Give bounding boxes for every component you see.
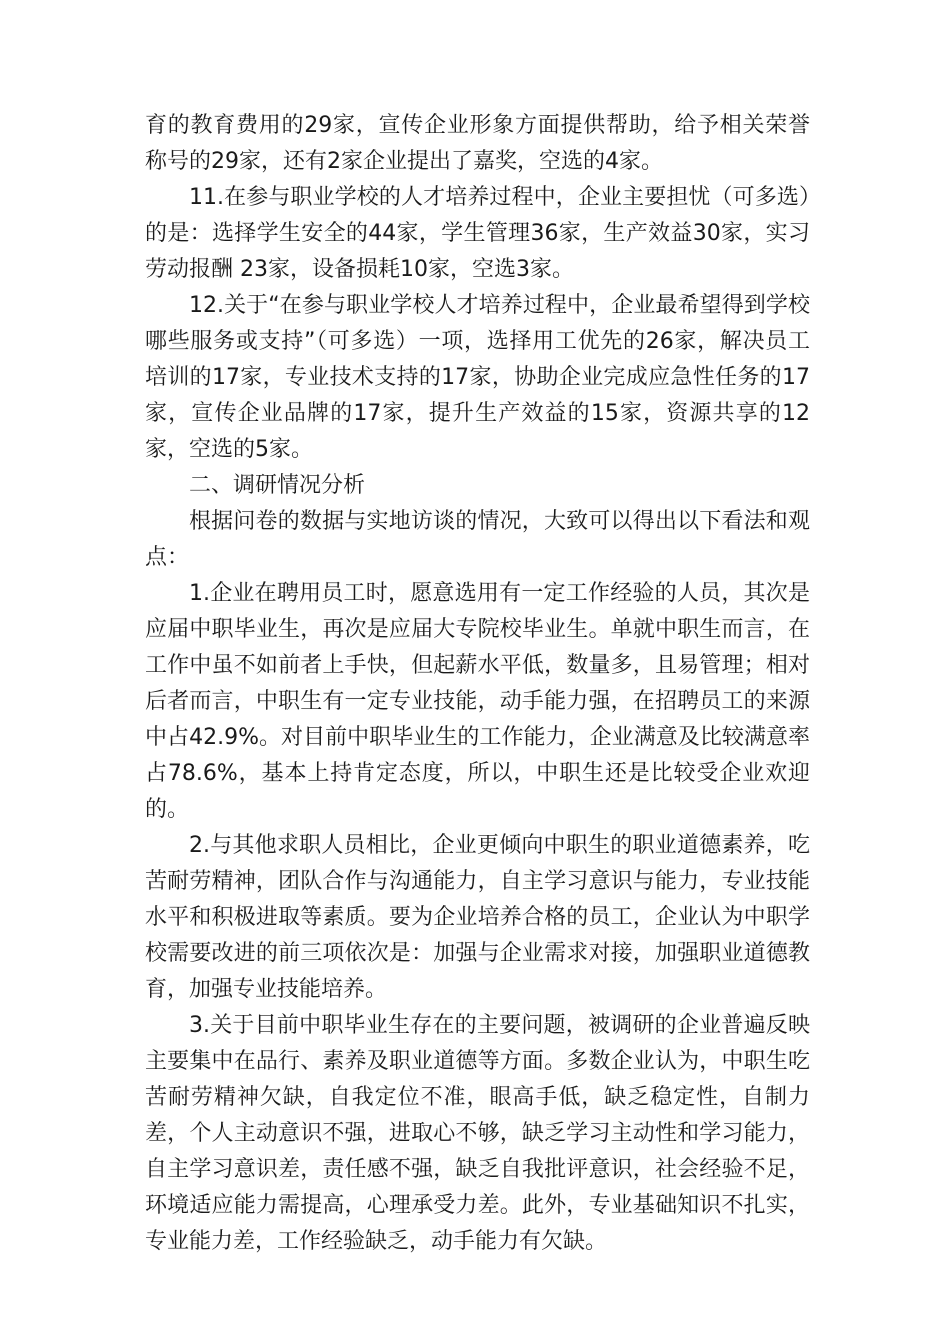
- paragraph-item-12: 12.关于“在参与职业学校人才培养过程中，企业最希望得到学校哪些服务或支持”（可多选）一项，选择用工优先的26家，解决员工培训的17家，专业技术支持的17家，协助企业完成应急性任务的17家，宣传企业品牌的17家，提升生产效益的15家，资源共享的12家，空选的5家。: [145, 293, 810, 462]
- document-page: [145, 108, 810, 1260]
- section-heading: 二、调研情况分析: [189, 473, 366, 498]
- paragraph-point-3: 3.关于目前中职毕业生存在的主要问题，被调研的企业普遍反映主要集中在品行、素养及职业道德等方面。多数企业认为，中职生吃苦耐劳精神欠缺，自我定位不准，眼高手低，缺乏稳定性，自制力差，个人主动意识不强，进取心不够，缺乏学习主动性和学习能力，自主学习意识差，责任感不强，缺乏自我批评意识，社会经验不足，环境适应能力需提高，心理承受力差。此外，专业基础知识不扎实，专业能力差，工作经验缺乏，动手能力有欠缺。: [145, 1013, 810, 1254]
- paragraph-point-2: 2.与其他求职人员相比，企业更倾向中职生的职业道德素养，吃苦耐劳精神，团队合作与沟通能力，自主学习意识与能力，专业技能水平和积极进取等素质。要为企业培养合格的员工，企业认为中职学校需要改进的前三项依次是：加强与企业需求对接，加强职业道德教育，加强专业技能培养。: [145, 833, 810, 1002]
- paragraph-continuation: 育的教育费用的29家，宣传企业形象方面提供帮助，给予相关荣誉称号的29家，还有2家企业提出了嘉奖，空选的4家。: [145, 113, 810, 174]
- paragraph-item-11: 11.在参与职业学校的人才培养过程中，企业主要担忧（可多选）的是：选择学生安全的44家，学生管理36家，生产效益30家，实习劳动报酬 23家，设备损耗10家，空选3家。: [145, 185, 810, 282]
- paragraph-intro: 根据问卷的数据与实地访谈的情况，大致可以得出以下看法和观点：: [145, 509, 810, 570]
- paragraph-point-1: 1.企业在聘用员工时，愿意选用有一定工作经验的人员，其次是应届中职毕业生，再次是应届大专院校毕业生。单就中职生而言，在工作中虽不如前者上手快，但起薪水平低，数量多，且易管理；相对后者而言，中职生有一定专业技能，动手能力强，在招聘员工的来源中占42.9%。对目前中职毕业生的工作能力，企业满意及比较满意率占78.6%，基本上持肯定态度，所以，中职生还是比较受企业欢迎的。: [145, 581, 810, 822]
